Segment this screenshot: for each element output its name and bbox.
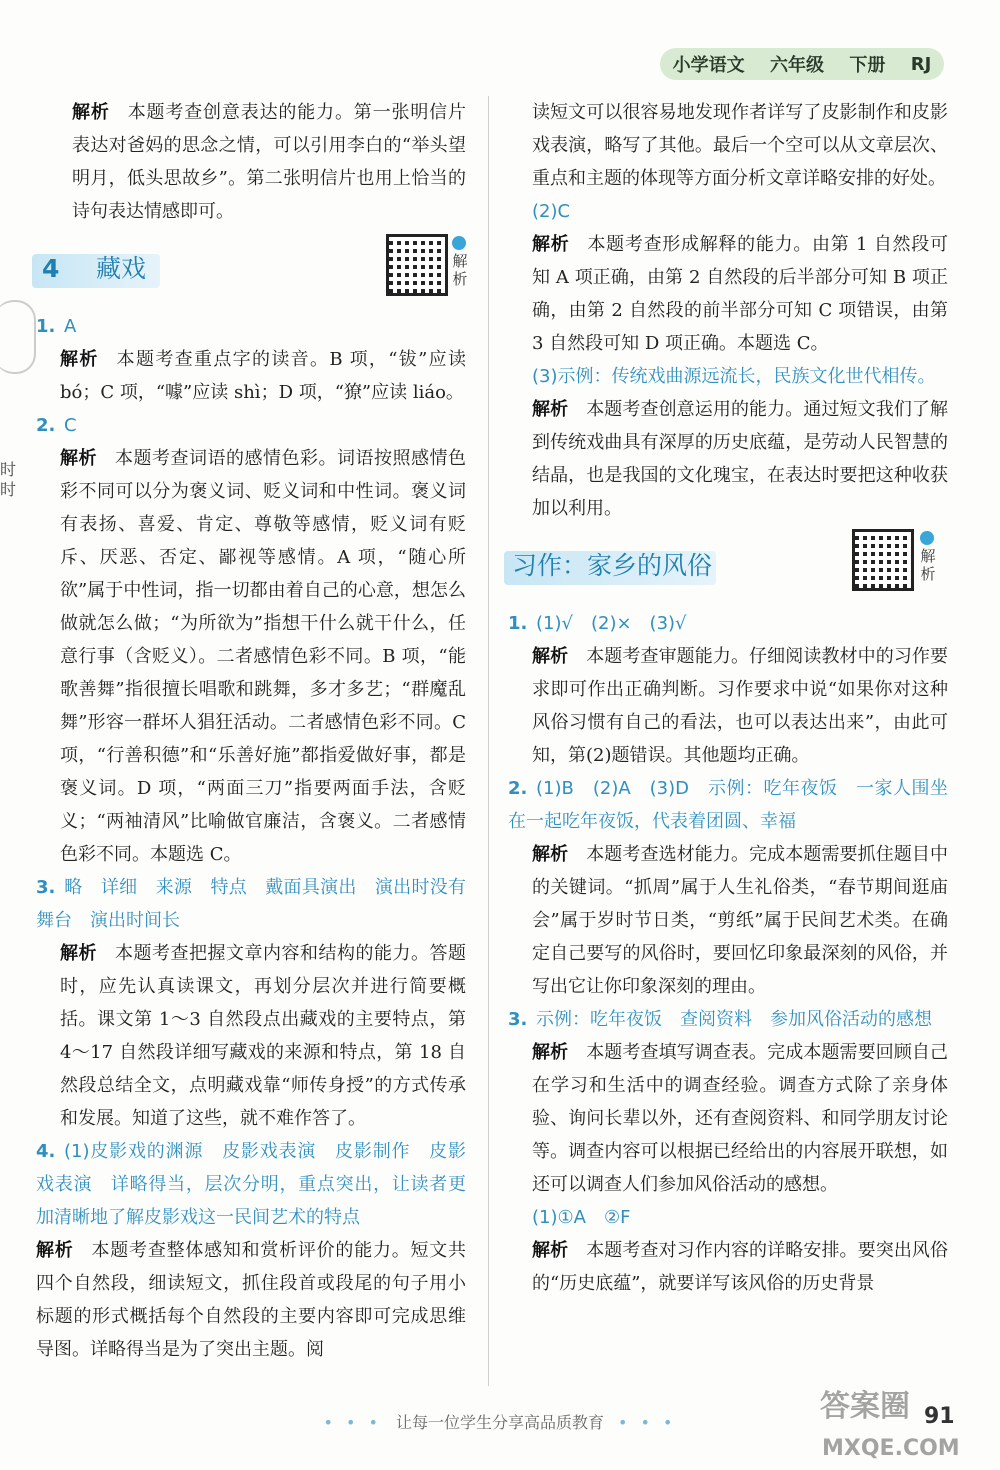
analysis-label: 解析	[72, 102, 110, 123]
analysis-paragraph: 解析 本题考查选材能力。完成本题需要抓住题目中的关键词。“抓周”属于人生礼俗类，“春节期间逛庙会”属于岁时节日类，“剪纸”属于民间艺术类。在确定自己要写的风俗时，要回忆印象最深刻的风俗，并写出它让你印象深刻的理由。	[532, 844, 949, 997]
qr-label: 解析	[452, 252, 468, 288]
question-3: 3. 示例：吃年夜饭 查阅资料 参加风俗活动的感想	[508, 1009, 932, 1030]
page-number: 91	[924, 1404, 955, 1429]
analysis-paragraph: 解析 本题考查创意表达的能力。第一张明信片表达对爸妈的思念之情，可以引用李白的“举头望明月，低头思故乡”。第二张明信片也用上恰当的诗句表达情感即可。	[72, 102, 467, 222]
section-title: 藏戏	[96, 254, 147, 283]
qr-code[interactable]	[386, 234, 448, 296]
answer-4-3: (3)示例：传统戏曲源远流长，民族文化世代相传。	[532, 366, 936, 387]
header-edition: RJ	[910, 53, 932, 75]
question-2: 2. (1)B (2)A (3)D 示例：吃年夜饭 一家人围坐在一起吃年夜饭，代表着团圆、幸福	[508, 778, 948, 832]
section-header-zangxi	[36, 242, 466, 300]
answer-4-2: (2)C	[532, 201, 571, 222]
analysis-paragraph: 解析 本题考查填写调查表。完成本题需要回顾自己在学习和生活中的调查经验。调查方式除了亲身体验、询问长辈以外，还有查阅资料、和同学朋友讨论等。调查内容可以根据已经给出的内容展开联想，如还可以调查人们参加风俗活动的感想。	[532, 1042, 949, 1195]
qr-code[interactable]	[852, 529, 914, 591]
section-title: 习作：家乡的风俗	[512, 551, 713, 580]
analysis-continuation: 读短文可以很容易地发现作者详写了皮影制作和皮影戏表演，略写了其他。最后一个空可以从文章层次、重点和主题的体现等方面分析文章详略安排的好处。	[532, 102, 948, 189]
play-icon	[452, 236, 466, 250]
analysis-paragraph: 解析 本题考查重点字的读音。B 项，“钹”应读 bó；C 项，“噱”应读 shì；D 项，“獠”应读 liáo。	[60, 349, 467, 403]
qr-label: 解析	[920, 547, 936, 583]
analysis-paragraph: 解析 本题考查整体感知和赏析评价的能力。短文共四个自然段，细读短文，抓住段首或段尾的句子用小标题的形式概括每个自然段的主要内容即可完成思维导图。详略得当是为了突出主题。阅	[36, 1240, 467, 1360]
section-header-xizuo	[508, 539, 948, 597]
margin-text: 时 时	[0, 460, 17, 499]
header-subject: 小学语文	[672, 55, 745, 76]
question-1: 1. A	[36, 316, 77, 337]
watermark-url: MXQE.COM	[822, 1436, 960, 1461]
analysis-paragraph: 解析 本题考查创意运用的能力。通过短文我们了解到传统戏曲具有深厚的历史底蕴，是劳动人民智慧的结晶，也是我国的文化瑰宝，在表达时要把这种收获加以利用。	[532, 399, 949, 519]
analysis-paragraph: 解析 本题考查把握文章内容和结构的能力。答题时，应先认真读课文，再划分层次并进行简要概括。课文第 1～3 自然段点出藏戏的主要特点，第 4～17 自然段详细写藏戏的来源和特点，第 18 自然段总结全文，点明藏戏靠“师传身授”的方式传承和发展。知道了这些，就不难作答了。	[60, 943, 466, 1129]
footer-slogan: • • • 让每一位学生分享高品质教育 • • •	[323, 1413, 677, 1432]
watermark-logo: 答案圈	[820, 1389, 910, 1424]
right-column	[508, 96, 948, 1300]
question-3: 3. 略 详细 来源 特点 戴面具演出 演出时没有舞台 演出时间长	[36, 877, 466, 931]
left-column	[36, 96, 466, 1366]
question-1: 1. (1)√ (2)× (3)√	[508, 613, 687, 634]
header-pill	[660, 48, 944, 80]
margin-decoration	[0, 300, 36, 374]
column-divider	[488, 96, 489, 1386]
header-term: 下册	[849, 55, 886, 76]
section-number: 4	[42, 254, 60, 283]
analysis-paragraph: 解析 本题考查对习作内容的详略安排。要突出风俗的“历史底蕴”，就要详写该风俗的历史背景	[532, 1240, 949, 1294]
question-4: 4. (1)皮影戏的渊源 皮影戏表演 皮影制作 皮影戏表演 详略得当，层次分明，重点突出，让读者更加清晰地了解皮影戏这一民间艺术的特点	[36, 1141, 466, 1228]
answer-4: (1)①A ②F	[532, 1207, 631, 1228]
header-grade: 六年级	[770, 55, 825, 76]
analysis-paragraph: 解析 本题考查形成解释的能力。由第 1 自然段可知 A 项正确，由第 2 自然段的后半部分可知 B 项正确，由第 2 自然段的前半部分可知 C 项错误，由第 3 自然段可知 D 项正确。本题选 C。	[532, 234, 948, 354]
analysis-paragraph: 解析 本题考查词语的感情色彩。词语按照感情色彩不同可以分为褒义词、贬义词和中性词。褒义词有表扬、喜爱、肯定、尊敬等感情，贬义词有贬斥、厌恶、否定、鄙视等感情。A 项，“随心所欲”属于中性词，指一切都由着自己的心意，想怎么做就怎么做；“为所欲为”指想干什么就干什么，任意行事（含贬义）。二者感情色彩不同。B 项，“能歌善舞”指很擅长唱歌和跳舞，多才多艺；“群魔乱舞”形容一群坏人猖狂活动。二者感情色彩不同。C 项，“行善积德”和“乐善好施”都指爱做好事，都是褒义词。D 项，“两面三刀”指要两面手法，含贬义；“两袖清风”比喻做官廉洁，含褒义。二者感情色彩不同。本题选 C。	[60, 448, 466, 865]
analysis-paragraph: 解析 本题考查审题能力。仔细阅读教材中的习作要求即可作出正确判断。习作要求中说“如果你对这种风俗习惯有自己的看法，也可以表达出来”，由此可知，第(2)题错误。其他题均正确。	[532, 646, 949, 766]
play-icon	[920, 531, 934, 545]
question-2: 2. C	[36, 415, 77, 436]
